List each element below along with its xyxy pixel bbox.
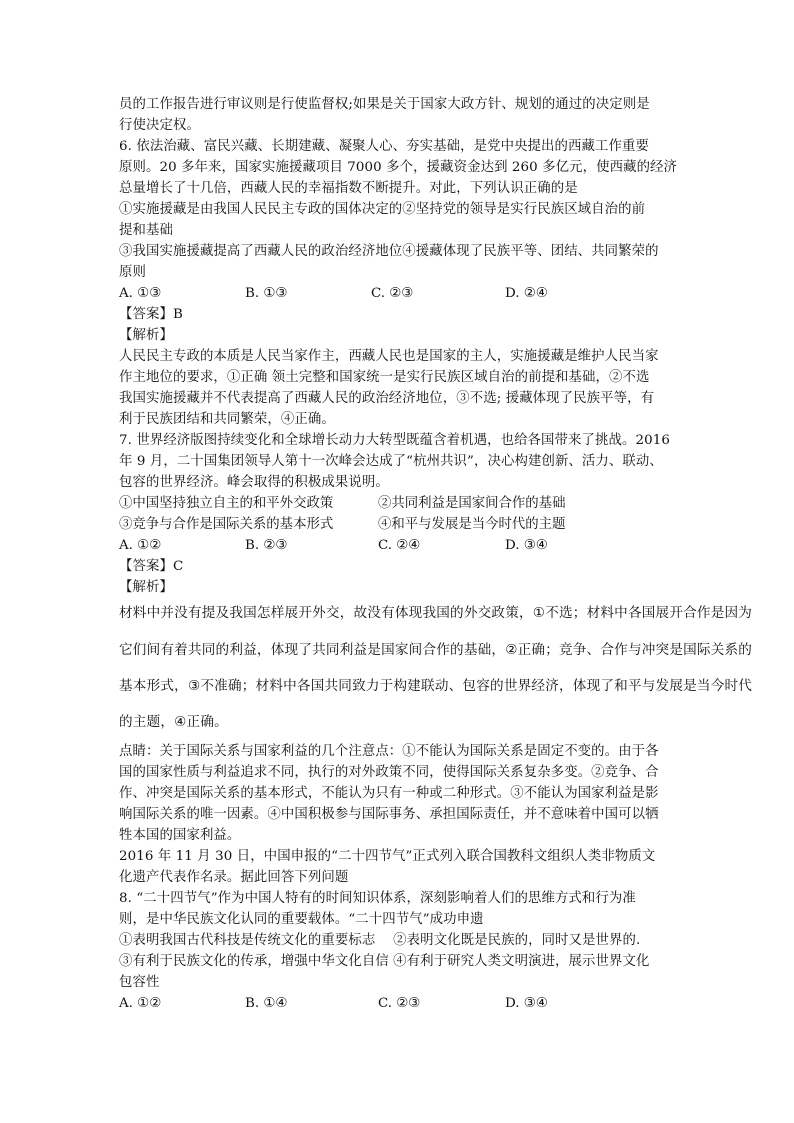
intro-text: 化遗产代表作名录。据此回答下列问题 [119, 870, 349, 885]
question-8-statement: ①表明我国古代科技是传统文化的重要标志 ②表明文化既是民族的，同时又是世界的. [119, 933, 641, 948]
option-b: B. ①④ [245, 996, 288, 1011]
intro-text: 2016 年 11 月 30 日，中国申报的“二十四节气”正式列入联合国教科文组织人类非物质文 [119, 849, 656, 864]
analysis-heading: 【解析】 [119, 580, 173, 595]
question-7-stem: 年 9 月，二十国集团领导人第十一次峰会达成了“杭州共识”，决心构建创新、活力、联动、 [119, 454, 663, 469]
question-8-stem: 则，是中华民族文化认同的重要载体。“二十四节气”成功申遗 [119, 912, 484, 927]
question-7-stem: 7. 世界经济版图持续变化和全球增长动力大转型既蕴含着机遇，也给各国带来了挑战。2016 [119, 433, 670, 448]
option-d: D. ②④ [505, 286, 548, 301]
note-text: 牲本国的国家利益。 [119, 828, 241, 843]
option-a: A. ①③ [119, 286, 162, 301]
analysis-text: 材料中并没有提及我国怎样展开外交，故没有体现我国的外交政策，①不选；材料中各国展开合作是因为 [119, 605, 753, 621]
note-text: 响国际关系的唯一因素。④中国积极参与国际事务、承担国际责任，并不意味着中国可以牺 [119, 807, 659, 822]
question-6-stem: 6. 依法治藏、富民兴藏、长期建藏、凝聚人心、夯实基础，是党中央提出的西藏工作重要 [119, 139, 649, 154]
text-line: 行使决定权。 [119, 118, 200, 133]
analysis-text: 我国实施援藏并不代表提高了西藏人民的政治经济地位，③不选; 援藏体现了民族平等，有 [119, 391, 655, 406]
text-line: 员的工作报告进行审议则是行使监督权;如果是关于国家大政方针、规划的通过的决定则是 [119, 97, 650, 112]
option-a: A. ①② [119, 996, 162, 1011]
option-c: C. ②③ [371, 286, 414, 301]
analysis-text: 作主地位的要求，①正确 领土完整和国家统一是实行民族区域自治的前提和基础，②不选 [119, 370, 650, 385]
question-7-statement: ①中国坚持独立自主的和平外交政策 [119, 496, 334, 511]
note-text: 国的国家性质与利益追求不同，执行的对外政策不同，使得国际关系复杂多变。②竞争、合 [119, 765, 659, 780]
question-6-statement: 原则 [119, 265, 146, 280]
option-b: B. ①③ [245, 286, 288, 301]
option-a: A. ①② [119, 538, 162, 553]
answer-label: 【答案】B [119, 307, 183, 322]
analysis-heading: 【解析】 [119, 328, 173, 343]
question-8-stem: 8. “二十四节气”作为中国人特有的时间知识体系，深刻影响着人们的思维方式和行为准 [119, 891, 636, 906]
analysis-text: 的主题，④正确。 [119, 714, 228, 730]
analysis-text: 基本形式，③不准确；材料中各国共同致力于构建联动、包容的世界经济，体现了和平与发展是当今时代 [119, 678, 753, 694]
note-text: 点睛：关于国际关系与国家利益的几个注意点：①不能认为国际关系是固定不变的。由于各 [119, 744, 659, 759]
question-8-statement: 包容性 [119, 975, 160, 990]
option-b: B. ②③ [245, 538, 288, 553]
option-c: C. ②④ [378, 538, 421, 553]
question-7-statement: ②共同利益是国家间合作的基础 [378, 496, 566, 511]
option-c: C. ②③ [378, 996, 421, 1011]
question-7-stem: 包容的世界经济。峰会取得的积极成果说明。 [119, 475, 389, 490]
answer-label: 【答案】C [119, 559, 184, 574]
note-text: 作、冲突是国际关系的基本形式，不能认为只有一种或二种形式。③不能认为国家利益是影 [119, 786, 659, 801]
option-d: D. ③④ [505, 996, 548, 1011]
analysis-text: 人民民主专政的本质是人民当家作主，西藏人民也是国家的主人，实施援藏是维护人民当家 [119, 349, 659, 364]
question-6-statement: ③我国实施援藏提高了西藏人民的政治经济地位④援藏体现了民族平等、团结、共同繁荣的 [119, 244, 659, 259]
analysis-text: 它们间有着共同的利益，体现了共同利益是国家间合作的基础，②正确；竞争、合作与冲突是国际关系的 [119, 642, 753, 658]
option-d: D. ③④ [505, 538, 548, 553]
question-6-statement: ①实施援藏是由我国人民民主专政的国体决定的②坚持党的领导是实行民族区域自治的前 [119, 202, 646, 217]
question-8-statement: ③有利于民族文化的传承，增强中华文化自信 ④有利于研究人类文明演进，展示世界文化 [119, 954, 650, 969]
question-6-stem: 原则。20 多年来，国家实施援藏项目 7000 多个，援藏资金达到 260 多亿元，使西藏的经济 [119, 160, 678, 175]
analysis-text: 利于民族团结和共同繁荣，④正确。 [119, 412, 335, 427]
question-7-statement: ④和平与发展是当今时代的主题 [378, 517, 566, 532]
question-7-statement: ③竞争与合作是国际关系的基本形式 [119, 517, 334, 532]
question-6-statement: 提和基础 [119, 223, 173, 238]
question-6-stem: 总量增长了十几倍，西藏人民的幸福指数不断提升。对此，下列认识正确的是 [119, 181, 578, 196]
